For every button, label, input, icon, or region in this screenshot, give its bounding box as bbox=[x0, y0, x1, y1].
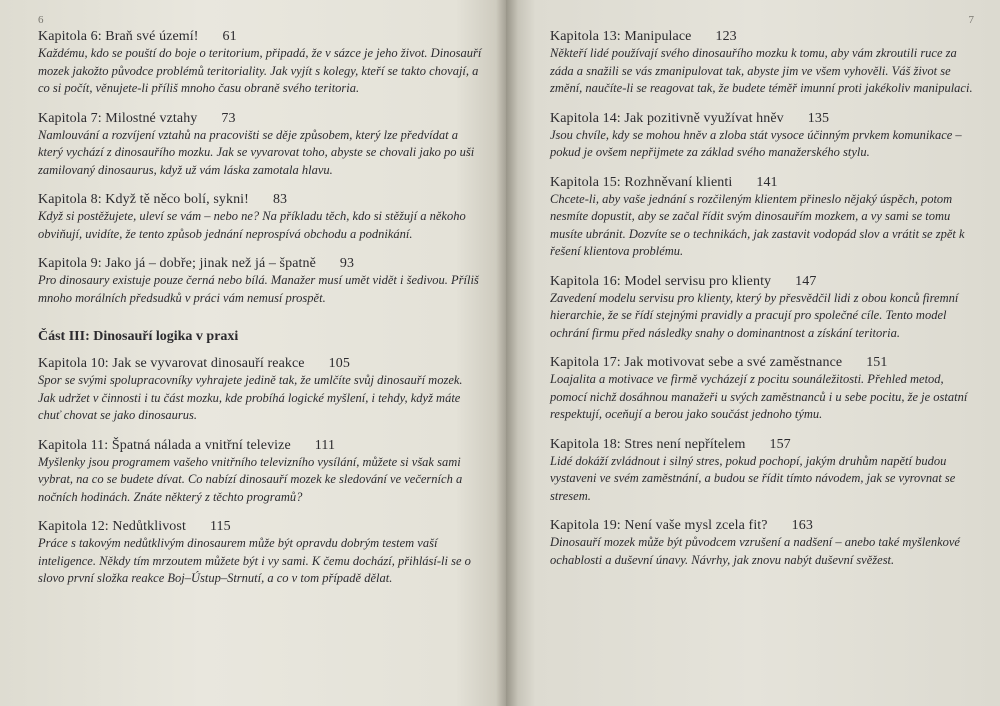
chapter-heading bbox=[38, 255, 482, 272]
chapter-heading bbox=[550, 28, 980, 45]
chapter-page: 163 bbox=[791, 518, 813, 533]
page-number: 6 bbox=[38, 14, 44, 26]
chapter-description: Chcete-li, aby vaše jednání s rozčileným klientem přineslo nějaký úspěch, potom nesmíte dopustit, aby se začal řídit svým dinosauřím mozkem, a vy sami se tomu musíte ubránit. Dozvíte se o technikách, jak zastavit vodopád slov a vrátit se zpět k řešení klientova problému. bbox=[550, 191, 965, 258]
toc-entry bbox=[38, 518, 482, 588]
chapter-heading bbox=[38, 28, 482, 45]
chapter-title: Kapitola 18: Stres není nepřítelem bbox=[550, 436, 746, 452]
toc-entry bbox=[38, 255, 482, 307]
chapter-page: 157 bbox=[769, 436, 791, 452]
chapter-page: 115 bbox=[209, 519, 231, 534]
chapter-heading bbox=[550, 517, 980, 534]
chapter-title: Kapitola 19: Není vaše mysl zcela fit? bbox=[550, 518, 768, 533]
toc-entry bbox=[550, 436, 980, 506]
book-gutter bbox=[496, 0, 518, 706]
toc-entry bbox=[550, 174, 980, 261]
chapter-title: Kapitola 9: Jako já – dobře; jinak než já – špatně bbox=[38, 256, 316, 271]
chapter-page: 141 bbox=[756, 174, 778, 190]
chapter-heading bbox=[38, 437, 482, 454]
toc-entry bbox=[38, 110, 482, 180]
chapter-heading bbox=[38, 191, 482, 208]
toc-entry bbox=[38, 191, 482, 243]
toc-entry bbox=[38, 437, 482, 507]
chapter-page: 135 bbox=[807, 110, 830, 126]
part-heading: Část III: Dinosauří logika v praxi bbox=[38, 329, 239, 344]
chapter-description: Práce s takovým nedůtklivým dinosaurem může být opravdu dobrým testem vaší inteligence. Někdy tím mrzoutem můžete být i vy sami. K čemu dochází, přihlásí-li se o slovo první složka reakce Boj–Ústup–Strnutí, a co v tom případě dělat. bbox=[38, 536, 471, 585]
toc-entry bbox=[550, 354, 980, 424]
chapter-description: Když si postěžujete, uleví se vám – nebo ne? Na příkladu těch, kdo si stěžují a někoho obviňují, uvidíte, že tento způsob jednání neprospívá obchodu a podnikání. bbox=[38, 209, 466, 241]
chapter-title: Kapitola 10: Jak se vyvarovat dinosauří reakce bbox=[38, 356, 305, 371]
chapter-page: 123 bbox=[715, 29, 737, 44]
chapter-description: Dinosauří mozek může být původcem vzrušení a nadšení – anebo také myšlenkové ochablosti a duševní únavy. Návrhy, jak znovu nabýt duševní svěžest. bbox=[550, 535, 960, 567]
chapter-page: 111 bbox=[314, 437, 336, 453]
chapter-heading bbox=[38, 355, 482, 372]
chapter-page: 93 bbox=[339, 256, 355, 271]
chapter-heading bbox=[550, 354, 980, 371]
chapter-heading bbox=[550, 110, 980, 127]
chapter-title: Kapitola 7: Milostné vztahy bbox=[38, 110, 198, 126]
chapter-heading bbox=[550, 436, 980, 453]
chapter-page: 105 bbox=[328, 356, 350, 371]
chapter-description: Pro dinosaury existuje pouze černá nebo bílá. Manažer musí umět vidět i šedivou. Příliš mnoho morálních předsudků v práci vám nemusí prospět. bbox=[38, 273, 479, 305]
chapter-page: 83 bbox=[272, 192, 288, 207]
chapter-heading bbox=[550, 273, 980, 290]
chapter-heading bbox=[38, 518, 482, 535]
right-page bbox=[506, 0, 1000, 706]
chapter-description: Jsou chvíle, kdy se mohou hněv a zloba stát vysoce účinným prvkem komunikace – pokud je ovšem nepřijmete za základ svého manažerského stylu. bbox=[550, 127, 962, 159]
chapter-description: Někteří lidé používají svého dinosauřího mozku k tomu, aby vám zkroutili ruce za záda a snažili se vás zmanipulovat tak, abyste jim ve všem vyhověli. Váš život se změní, naučíte-li se reagovat tak, že budete téměř imunní proti jakékoliv manipulaci. bbox=[550, 46, 973, 95]
chapter-title: Kapitola 8: Když tě něco bolí, sykni! bbox=[38, 192, 249, 207]
toc-entry bbox=[550, 110, 980, 162]
toc-entry bbox=[550, 28, 980, 98]
chapter-title: Kapitola 12: Nedůtklivost bbox=[38, 519, 186, 534]
toc-entry bbox=[38, 355, 482, 425]
chapter-description: Spor se svými spolupracovníky vyhrajete jedině tak, že umlčíte svůj dinosauří mozek. Jak udržet v činnosti i tu část mozku, kde probíhá logické myšlení, i tehdy, když máte chuť chovat se jako dinosaurus. bbox=[38, 373, 463, 422]
chapter-description: Namlouvání a rozvíjení vztahů na pracovišti se děje způsobem, který lze předvídat a který vychází z dinosauřího mozku. Jak se vyvarovat toho, abyste se chovali jako po uši zamilovaný dinosaurus, když už vám láska zamotala hlavu. bbox=[38, 127, 475, 177]
chapter-title: Kapitola 17: Jak motivovat sebe a své zaměstnance bbox=[550, 355, 843, 370]
chapter-title: Kapitola 15: Rozhněvaní klienti bbox=[550, 174, 733, 190]
chapter-heading bbox=[550, 174, 980, 191]
page-number: 7 bbox=[968, 14, 974, 26]
toc-entry bbox=[550, 517, 980, 569]
chapter-title: Kapitola 14: Jak pozitivně využívat hněv bbox=[550, 110, 784, 126]
toc-entry bbox=[38, 28, 482, 98]
chapter-description: Zavedení modelu servisu pro klienty, který by přesvědčil lidi z obou konců firemní hierarchie, že se řídí stejnými pravidly a pracují pro společné cíle. Tento model ochrání firmu před následky snahy o dominantnost a získání teritoria. bbox=[550, 290, 959, 340]
chapter-page: 147 bbox=[795, 273, 817, 289]
chapter-title: Kapitola 13: Manipulace bbox=[550, 29, 692, 44]
chapter-page: 151 bbox=[866, 355, 888, 370]
toc-entry bbox=[550, 273, 980, 343]
chapter-description: Lidé dokáží zvládnout i silný stres, pokud pochopí, jakým druhům napětí budou vystaveni ve svém zaměstnání, a budou se řídit tímto návodem, jak se vyrovnat se stresem. bbox=[550, 453, 956, 503]
chapter-description: Každému, kdo se pouští do boje o teritorium, připadá, že v sázce je jeho život. Dinosauří mozek jakožto původce problémů teritoriality. Jak vyjít s kolegy, kteří se takto chovají, a co si počít, věnujete-li příliš mnoho času obraně svého teritoria. bbox=[38, 46, 482, 95]
chapter-title: Kapitola 6: Braň své území! bbox=[38, 29, 199, 44]
chapter-description: Loajalita a motivace ve firmě vycházejí z pocitu sounáležitosti. Přehled metod, pomocí nichž dosáhnou manažeři u svých zaměstnanců i u sebe pocitu, že je ostatní respektují, oceňují a berou jako součást jednoho týmu. bbox=[550, 372, 968, 421]
chapter-heading bbox=[38, 110, 482, 127]
chapter-title: Kapitola 16: Model servisu pro klienty bbox=[550, 273, 772, 289]
chapter-page: 73 bbox=[221, 110, 236, 126]
chapter-description: Myšlenky jsou programem vašeho vnitřního televizního vysílání, můžete si však sami vybrat, na co se budete dívat. Co nabízí dinosauří mozek ke sledování ve večerních a nočních hodinách. Znáte některý z těchto programů? bbox=[38, 454, 463, 504]
chapter-page: 61 bbox=[222, 29, 237, 44]
chapter-title: Kapitola 11: Špatná nálada a vnitřní televize bbox=[38, 437, 291, 453]
